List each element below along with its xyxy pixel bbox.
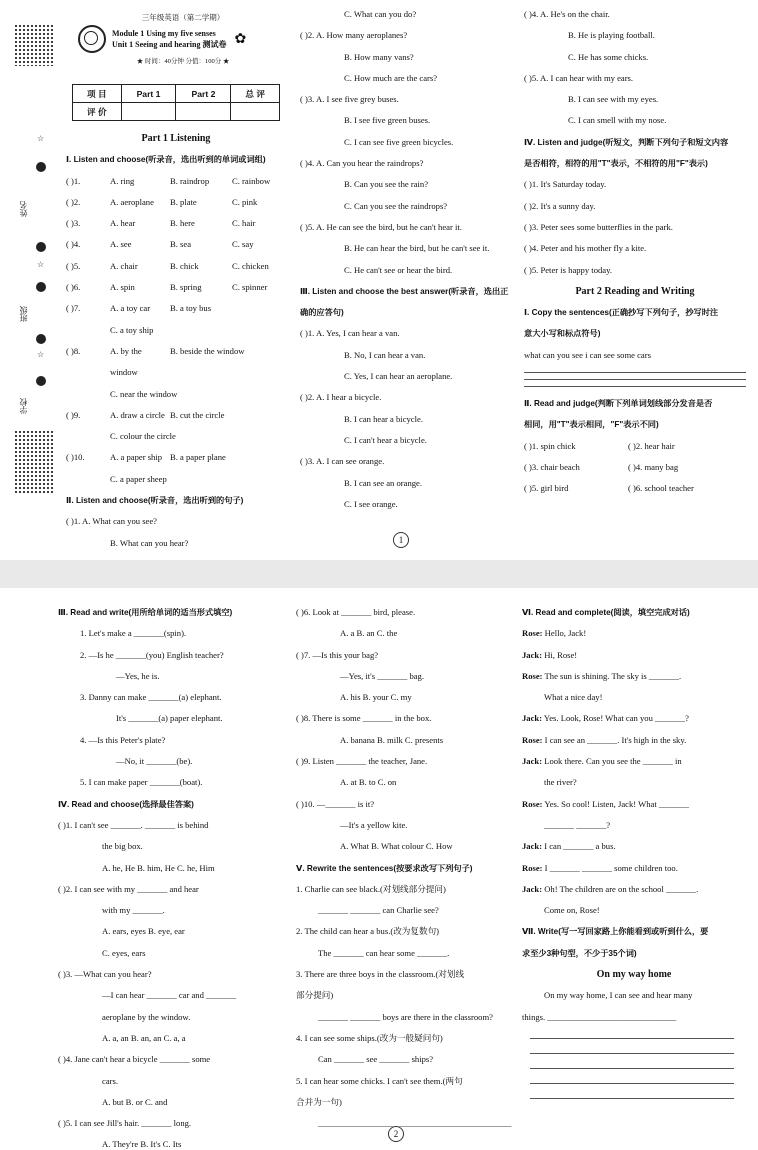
text-line: A. he, He B. him, He C. he, Him — [102, 862, 215, 873]
text-line: C. I see orange. — [344, 498, 398, 509]
question-number: ( )6. — [66, 282, 81, 293]
text-line: Rose: Yes. So cool! Listen, Jack! What _______ — [522, 798, 689, 809]
text-line: B. I can see an orange. — [344, 477, 423, 488]
question[interactable]: ( )2. It's a sunny day. — [524, 200, 596, 211]
text-line: 1. Let's make a _______(spin). — [80, 628, 187, 639]
text-line: Rose: I _______ _______ some children too. — [522, 862, 678, 873]
question-row[interactable] — [66, 447, 286, 468]
exam-meta: ★ 时间：40分钟 分值：100分 ★ — [136, 58, 230, 65]
question[interactable]: ( )1. It's Saturday today. — [524, 179, 607, 190]
text-line: C. He has some chicks. — [568, 51, 649, 62]
text-line: A. ears, eyes B. eye, ear — [102, 926, 185, 937]
page2-column-3 — [522, 602, 746, 1028]
section-title: Ⅱ. Read and judge(判断下列单词划线部分发音是否 — [524, 399, 713, 409]
question[interactable]: ( )6. Look at _______ bird, please. — [296, 607, 416, 617]
text-line: B. Can you see the rain? — [344, 179, 429, 190]
question[interactable]: ( )3. A. I see five grey buses. — [300, 94, 399, 105]
speaker-name: Rose: — [522, 734, 543, 745]
text-line: _______ _______? — [544, 819, 611, 830]
text-line: A. his B. your C. my — [340, 692, 412, 703]
question-row[interactable] — [66, 426, 286, 447]
question-row[interactable] — [66, 469, 286, 490]
question-row[interactable] — [66, 277, 286, 298]
text-line: —Yes, he is. — [116, 670, 160, 681]
option-a: A. hear — [110, 218, 136, 229]
option-b: B. beside the window — [170, 345, 245, 356]
text-line: —I can hear _______ car and _______ — [102, 990, 237, 1001]
option-b: B. a toy bus — [170, 303, 212, 314]
question[interactable]: ( )4. A. He's on the chair. — [524, 9, 610, 19]
text-line: Rose: The sun is shining. The sky is _______. — [522, 670, 682, 681]
text-line: The _______ can hear some _______. — [318, 947, 450, 958]
section-title: 相同，用"T"表示相同，"F"表示不同) — [524, 420, 659, 430]
question[interactable]: ( )5. A. I can hear with my ears. — [524, 72, 634, 83]
text-line: —No, it _______(be). — [116, 756, 193, 767]
text-line: Rose: Hello, Jack! — [522, 628, 587, 639]
text-line: C. eyes, ears — [102, 947, 146, 958]
page-number: 2 — [388, 1126, 404, 1142]
text-line: 3. Danny can make _______(a) elephant. — [80, 692, 222, 703]
text-line: A. banana B. milk C. presents — [340, 734, 444, 745]
part1-title: Part 1 Listening — [141, 133, 211, 144]
question-row[interactable] — [66, 213, 286, 234]
question-row[interactable] — [66, 320, 286, 341]
option-b: B. spring — [170, 282, 202, 293]
listening-choose-list — [66, 171, 286, 490]
question[interactable]: ( )3. —What can you hear? — [58, 969, 152, 980]
text-line: Rose: I can see an _______. It's high in the sky. — [522, 734, 687, 745]
judge-item[interactable]: ( )1. spin chick — [524, 440, 576, 451]
question-row[interactable] — [66, 171, 286, 192]
question[interactable]: ( )7. —Is this your bag? — [296, 649, 379, 660]
question[interactable]: ( )3. Peter sees some butterflies in the park. — [524, 221, 673, 232]
writing-line[interactable] — [524, 372, 746, 373]
judge-item[interactable]: ( )6. school teacher — [628, 483, 694, 494]
page2-column-1 — [58, 602, 284, 1150]
speaker-name: Rose: — [522, 670, 543, 681]
text-line: A. but B. or C. and — [102, 1096, 168, 1107]
section-title: Ⅵ. Read and complete(阅读，填空完成对话) — [522, 608, 690, 617]
name-label: 姓名 — [19, 201, 28, 217]
text-line: C. I can see five green bicycles. — [344, 136, 454, 147]
text-line: B. How many vans? — [344, 51, 414, 62]
text-line: A. a, an B. an, an C. a, a — [102, 1032, 186, 1043]
text-line: A. What B. What colour C. How — [340, 841, 453, 852]
text-line: C. Can you see the raindrops? — [344, 200, 448, 211]
writing-area[interactable] — [530, 1024, 734, 1113]
text-line: _____________________________________________ — [318, 1118, 512, 1129]
school-label: 学校 — [19, 398, 28, 414]
judge-rows — [524, 436, 746, 500]
option-c: C. chicken — [232, 260, 269, 271]
text-line: aeroplane by the window. — [102, 1011, 191, 1022]
question-number: ( )8. — [66, 345, 81, 356]
option-a: C. near the window — [110, 388, 178, 399]
question[interactable]: ( )4. A. Can you hear the raindrops? — [300, 158, 424, 169]
option-b: B. raindrop — [170, 175, 210, 186]
text-line: 部分提问) — [296, 990, 334, 1001]
text-line: B. I see five green buses. — [344, 115, 431, 126]
text-line: On my way home — [596, 969, 672, 981]
option-b: B. plate — [170, 196, 197, 207]
option-a: A. chair — [110, 260, 138, 271]
question-row[interactable] — [66, 384, 286, 405]
page1-column-2 — [300, 4, 518, 515]
text-line: Jack: Oh! The children are on the school _______. — [522, 883, 699, 894]
section-title: Ⅱ. Listen and choose(听录音，选出听到的句子) — [66, 496, 244, 506]
option-c: C. spinner — [232, 282, 268, 293]
star-icon: ☆ — [37, 134, 45, 143]
score-table-label: 评 价 — [73, 103, 122, 121]
text-line: C. Yes, I can hear an aeroplane. — [344, 371, 453, 382]
question[interactable]: ( )5. I can see Jill's hair. _______ long. — [58, 1118, 192, 1129]
exam-header — [78, 12, 288, 65]
text-line: B. He is playing football. — [568, 30, 655, 41]
judge-item[interactable]: ( )2. hear hair — [628, 440, 675, 451]
speaker-name: Jack: — [522, 756, 543, 767]
option-b: B. sea — [170, 239, 192, 250]
dot-pattern-top — [14, 24, 54, 66]
score-table — [72, 84, 280, 121]
text-line: A. They're B. It's C. Its — [102, 1139, 182, 1150]
question-number: ( )9. — [66, 409, 81, 420]
exam-page-1 — [0, 0, 758, 560]
binding-hole — [36, 242, 46, 252]
question-number: ( )1. — [66, 175, 81, 186]
text-line: things. ______________________________ — [522, 1011, 677, 1022]
question[interactable]: ( )5. A. He can see the bird, but he can't hear it. — [300, 221, 462, 232]
text-line: 2. —Is he _______(you) English teacher? — [80, 649, 224, 660]
text-line: A. at B. to C. on — [340, 777, 397, 788]
copy-text: what can you see i can see some cars — [524, 349, 651, 360]
option-c: C. pink — [232, 196, 258, 207]
text-line: the big box. — [102, 841, 143, 852]
question-number: ( )5. — [66, 260, 81, 271]
score-cell[interactable] — [231, 103, 280, 121]
plant-icon: ✿ — [234, 31, 247, 47]
binding-strip — [14, 24, 54, 494]
question[interactable]: ( )2. A. How many aeroplanes? — [300, 30, 408, 41]
section-title: 求至少3种句型，不少于35个词) — [522, 948, 637, 958]
binding-hole — [36, 334, 46, 344]
score-table-header: Part 1 — [121, 85, 176, 103]
writing-line[interactable] — [524, 379, 746, 380]
speaker-name: Rose: — [522, 798, 543, 809]
binding-hole — [36, 162, 46, 172]
option-a: A. ring — [110, 175, 135, 186]
text-line: 4. I can see some ships.(改为一般疑问句) — [296, 1032, 443, 1043]
question[interactable]: ( )1. A. What can you see? — [66, 516, 157, 527]
question-row[interactable] — [66, 298, 286, 319]
question[interactable]: ( )8. There is some _______ in the box. — [296, 713, 432, 724]
text-line: Can _______ see _______ ships? — [318, 1054, 434, 1065]
score-cell[interactable] — [176, 103, 231, 121]
judge-item[interactable]: ( )3. chair beach — [524, 461, 580, 472]
speaker-name: Jack: — [522, 713, 543, 724]
page1-column-1 — [66, 128, 286, 554]
option-a: A. aeroplane — [110, 196, 154, 207]
text-line: 合并为一句) — [296, 1096, 342, 1107]
page-gap — [0, 560, 758, 588]
question[interactable]: ( )9. Listen _______ the teacher, Jane. — [296, 756, 428, 767]
question-row[interactable] — [66, 341, 286, 384]
question[interactable]: ( )1. A. Yes, I can hear a van. — [300, 328, 400, 339]
question[interactable]: ( )2. I can see with my _______ and hear — [58, 883, 199, 894]
option-a: A. see — [110, 239, 132, 250]
question-number: ( )4. — [66, 239, 81, 250]
score-table-header: 项 目 — [73, 85, 122, 103]
module-title: Module 1 Using my five senses — [112, 29, 216, 38]
section-title: Ⅳ. Listen and judge(听短文，判断下列句子和短文内容 — [524, 137, 729, 147]
text-line: B. No, I can hear a van. — [344, 349, 426, 360]
option: B. What can you hear? — [110, 537, 189, 548]
grade-title: 三年级英语（第二学期） — [141, 13, 225, 22]
text-line: with my _______. — [102, 905, 165, 916]
text-line: Jack: Hi, Rose! — [522, 649, 578, 660]
option-a: A. spin — [110, 282, 135, 293]
text-line: On my way home, I can see and hear many — [544, 990, 693, 1001]
text-line: C. How much are the cars? — [344, 72, 438, 83]
text-line: _______ _______ can Charlie see? — [318, 905, 439, 916]
text-line: B. He can hear the bird, but he can't see it. — [344, 243, 490, 254]
text-line: C. What can you do? — [344, 9, 417, 19]
text-line: C. He can't see or hear the bird. — [344, 264, 453, 275]
option-c: C. hair — [232, 218, 256, 229]
judge-row — [524, 457, 746, 478]
question[interactable]: ( )2. A. I hear a bicycle. — [300, 392, 382, 403]
unit-title: Unit 1 Seeing and hearing 测试卷 — [112, 40, 227, 49]
score-table-header: 总 评 — [231, 85, 280, 103]
writing-line[interactable] — [524, 386, 746, 387]
section-title: Ⅰ. Listen and choose(听录音，选出听到的单词或词组) — [66, 155, 266, 165]
question-number: ( )2. — [66, 196, 81, 207]
option-b: B. chick — [170, 260, 199, 271]
option-a: C. colour the circle — [110, 431, 176, 442]
text-line: It's _______(a) paper elephant. — [116, 713, 223, 724]
option-a: A. a paper ship — [110, 452, 163, 463]
question-row[interactable] — [66, 405, 286, 426]
dot-pattern-bottom — [14, 430, 54, 494]
section-title: Ⅲ. Read and write(用所给单词的适当形式填空) — [58, 608, 233, 617]
option-a: A. by the window — [110, 345, 142, 378]
question[interactable]: ( )1. I can't see _______. _______ is behind — [58, 819, 209, 830]
text-line: 5. I can make paper _______(boat). — [80, 777, 203, 788]
text-line: C. I can smell with my nose. — [568, 115, 667, 126]
option-b: B. cut the circle — [170, 409, 225, 420]
class-label: 班级 — [19, 306, 28, 322]
text-line: —Yes, it's _______ bag. — [340, 670, 424, 681]
judge-row — [524, 478, 746, 499]
logo-icon — [78, 25, 106, 53]
speaker-name: Jack: — [522, 649, 543, 660]
question[interactable]: ( )5. Peter is happy today. — [524, 264, 612, 275]
speaker-name: Rose: — [522, 862, 543, 873]
section-title: Ⅳ. Read and choose(选择最佳答案) — [58, 799, 194, 809]
star-icon: ☆ — [37, 260, 45, 269]
text-line: Jack: Yes. Look, Rose! What can you _______? — [522, 713, 689, 724]
judge-row — [524, 436, 746, 457]
speaker-name: Jack: — [522, 883, 543, 894]
option-c: C. rainbow — [232, 175, 271, 186]
part2-title: Part 2 Reading and Writing — [575, 285, 695, 297]
judge-item[interactable]: ( )5. girl bird — [524, 483, 569, 494]
option-a: C. a toy ship — [110, 324, 154, 335]
binding-hole — [36, 282, 46, 292]
text-line: _______ _______ boys are there in the classroom? — [318, 1011, 493, 1022]
option-b: B. a paper plane — [170, 452, 226, 463]
option-c: C. say — [232, 239, 254, 250]
text-line: Jack: I can _______ a bus. — [522, 841, 616, 852]
text-line: C. I can't hear a bicycle. — [344, 434, 427, 445]
text-line: 4. —Is this Peter's plate? — [80, 734, 166, 745]
question-number: ( )10. — [66, 452, 85, 463]
score-table-header: Part 2 — [176, 85, 231, 103]
question-row[interactable] — [66, 192, 286, 213]
option-a: C. a paper sheep — [110, 473, 167, 484]
question-number: ( )3. — [66, 218, 81, 229]
judge-item[interactable]: ( )4. many bag — [628, 461, 679, 472]
option-a: A. a toy car — [110, 303, 151, 314]
text-line: Jack: Look there. Can you see the _______ in — [522, 756, 682, 767]
text-line: 5. I can hear some chicks. I can't see them.(两句 — [296, 1075, 463, 1086]
text-line: —It's a yellow kite. — [340, 819, 408, 830]
option-b: B. here — [170, 218, 195, 229]
page-number: 1 — [393, 532, 409, 548]
section-title: 意大小写和标点符号) — [524, 329, 601, 339]
score-cell[interactable] — [121, 103, 176, 121]
text-line: 3. There are three boys in the classroom.(对划线 — [296, 969, 465, 980]
section-title: 确的应答句) — [300, 308, 344, 318]
section-title: 是否相符，相符的用"T"表示，不相符的用"F"表示) — [524, 159, 708, 169]
section-title: Ⅰ. Copy the sentences(正确抄写下列句子，抄写时注 — [524, 308, 719, 318]
text-line: What a nice day! — [544, 692, 603, 703]
page1-column-3 — [524, 4, 746, 500]
star-icon: ☆ — [37, 350, 45, 359]
question[interactable]: ( )4. Jane can't hear a bicycle _______ some — [58, 1054, 211, 1065]
section-title: Ⅲ. Listen and choose the best answer(听录音，选出正 — [300, 286, 509, 296]
speaker-name: Jack: — [522, 841, 543, 852]
exam-page-2 — [0, 588, 758, 1150]
option-a: A. draw a circle — [110, 409, 165, 420]
text-line: Come on, Rose! — [544, 905, 600, 916]
text-line: A. a B. an C. the — [340, 628, 398, 639]
question-number: ( )7. — [66, 303, 81, 314]
question-row[interactable] — [66, 256, 286, 277]
section-title: Ⅴ. Rewrite the sentences(按要求改写下列句子) — [296, 863, 473, 873]
binding-hole — [36, 376, 46, 386]
text-line: B. I can hear a bicycle. — [344, 413, 423, 424]
question[interactable]: ( )4. Peter and his mother fly a kite. — [524, 243, 647, 254]
speaker-name: Rose: — [522, 628, 543, 639]
question[interactable]: ( )10. —_______ is it? — [296, 798, 375, 809]
text-line: 2. The child can hear a bus.(改为复数句) — [296, 926, 440, 937]
text-line: 1. Charlie can see black.(对划线部分提问) — [296, 883, 446, 894]
text-line: the river? — [544, 777, 577, 788]
text-line: B. I can see with my eyes. — [568, 94, 659, 105]
page2-column-2 — [296, 602, 514, 1134]
text-line: cars. — [102, 1075, 118, 1086]
question-row[interactable] — [66, 234, 286, 255]
section-title: Ⅶ. Write(写一写回家路上你能看到或听到什么，要 — [522, 927, 709, 937]
question[interactable]: ( )3. A. I can see orange. — [300, 456, 385, 467]
